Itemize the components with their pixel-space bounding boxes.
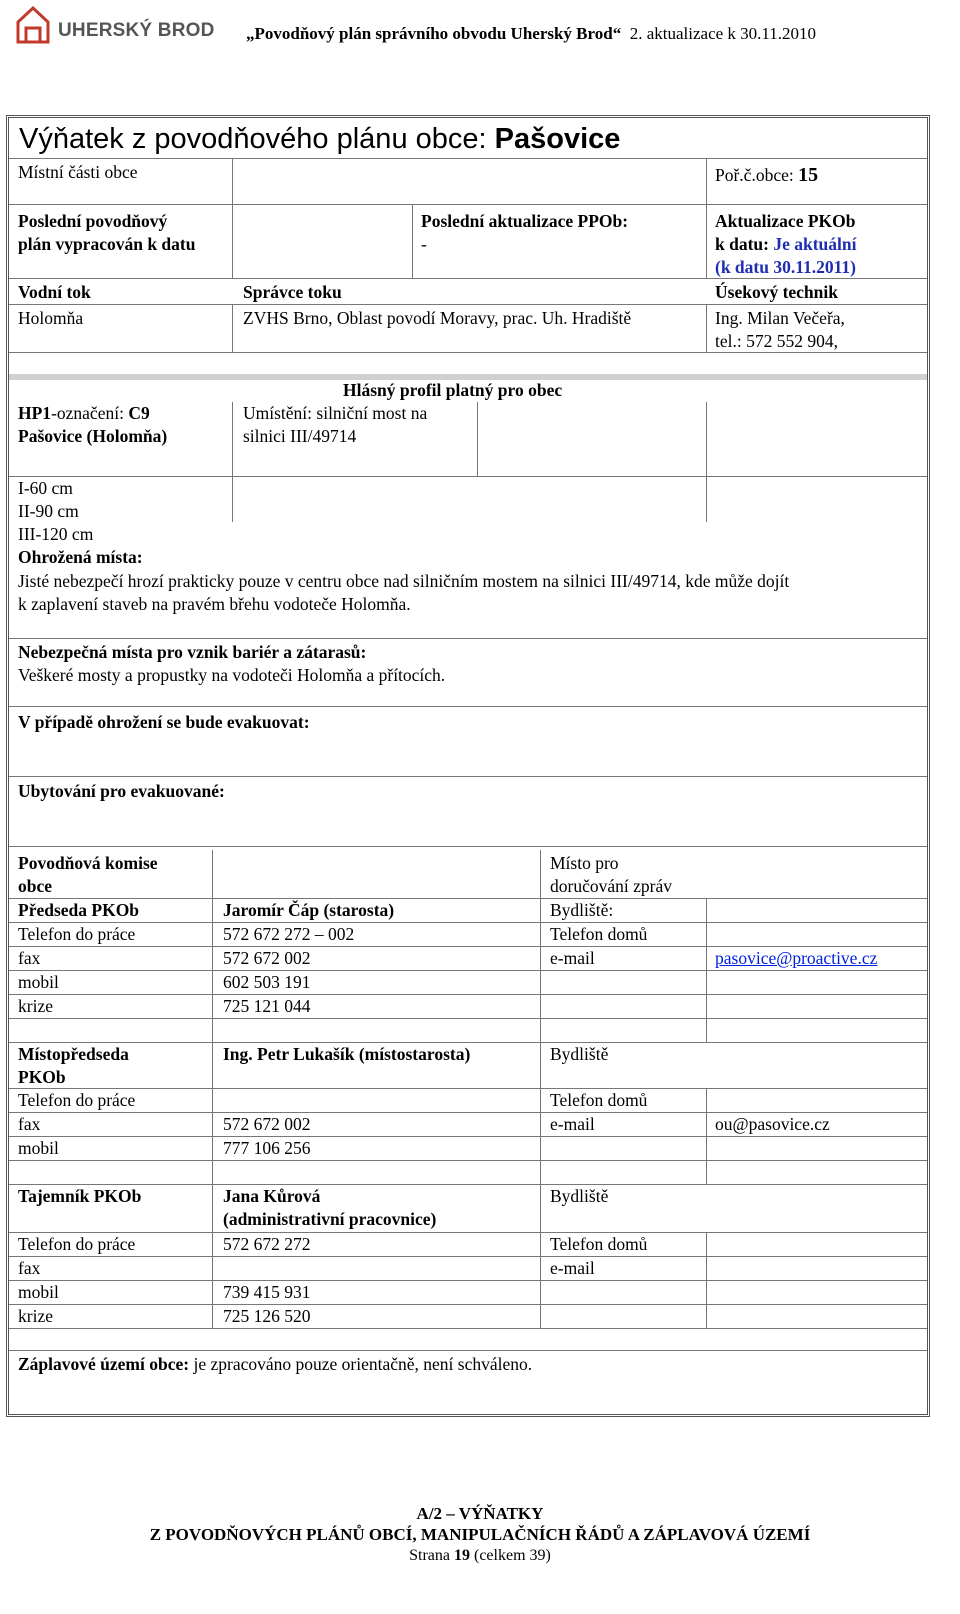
predseda-krize: 725 121 044 bbox=[223, 996, 311, 1016]
predseda-name: Jaromír Čáp (starosta) bbox=[223, 900, 395, 920]
document-title: „Povodňový plán správního obvodu Uherský Brod“ 2. aktualizace k 30.11.2010 bbox=[246, 24, 817, 43]
spa-levels: I-60 cm II-90 cm III-120 cm bbox=[18, 478, 94, 544]
mistopredseda-email: ou@pasovice.cz bbox=[715, 1114, 830, 1134]
tajemnik-label: Tajemník PKOb bbox=[18, 1186, 142, 1206]
mistopredseda-mobil-label: mobil bbox=[18, 1138, 59, 1158]
predseda-tel-domu-label: Telefon domů bbox=[550, 924, 648, 944]
tajemnik-tel-prace: 572 672 272 bbox=[223, 1234, 311, 1254]
mistopredseda-fax: 572 672 002 bbox=[223, 1114, 311, 1134]
usekovy-technik-value: Ing. Milan Večeřa, tel.: 572 552 904, bbox=[715, 308, 845, 351]
tajemnik-mobil: 739 415 931 bbox=[223, 1282, 311, 1302]
extract-form bbox=[6, 115, 930, 1417]
mistopredseda-mobil: 777 106 256 bbox=[223, 1138, 311, 1158]
tajemnik-fax-label: fax bbox=[18, 1258, 41, 1278]
page-number: Strana 19 (celkem 39) bbox=[409, 1547, 551, 1564]
mistopredseda-email-label: e-mail bbox=[550, 1114, 595, 1134]
nebezpecna-mista-label: Nebezpečná místa pro vznik bariér a zátarasů: bbox=[18, 642, 367, 662]
tajemnik-tel-prace-label: Telefon do práce bbox=[18, 1234, 136, 1254]
spravce-toku-header: Správce toku bbox=[243, 282, 342, 302]
predseda-fax: 572 672 002 bbox=[223, 948, 311, 968]
ohrozena-mista-text: Jisté nebezpečí hrozí prakticky pouze v centru obce nad silničním mostem na silnici III/49714, kde může dojít k zaplavení staveb na pravém břehu vodoteče Holomňa. bbox=[18, 571, 790, 614]
mistopredseda-tel-domu-label: Telefon domů bbox=[550, 1090, 648, 1110]
last-plan-label: Poslední povodňový plán vypracován k datu bbox=[18, 211, 196, 254]
mistopredseda-fax-label: fax bbox=[18, 1114, 41, 1134]
hp-umisteni: Umístění: silniční most na silnici III/49714 bbox=[243, 403, 428, 446]
page-title: Výňatek z povodňového plánu obce: Pašovice bbox=[19, 123, 621, 155]
nebezpecna-mista-text: Veškeré mosty a propustky na vodoteči Holomňa a přítocích. bbox=[18, 665, 446, 685]
tajemnik-krize: 725 126 520 bbox=[223, 1306, 311, 1326]
tajemnik-mobil-label: mobil bbox=[18, 1282, 59, 1302]
usekovy-technik-header: Úsekový technik bbox=[715, 282, 838, 302]
last-update-value: - bbox=[421, 234, 427, 254]
predseda-bydliste-label: Bydliště: bbox=[550, 900, 614, 920]
town-crest-icon bbox=[14, 4, 52, 44]
mistni-casti-label: Místní části obce bbox=[18, 162, 138, 182]
predseda-mobil-label: mobil bbox=[18, 972, 59, 992]
predseda-tel-prace: 572 672 272 – 002 bbox=[223, 924, 355, 944]
tajemnik-bydliste-label: Bydliště bbox=[550, 1186, 609, 1206]
mistopredseda-bydliste-label: Bydliště bbox=[550, 1044, 609, 1064]
komise-label: Povodňová komise obce bbox=[18, 853, 158, 896]
vodni-tok-value: Holomňa bbox=[18, 308, 84, 328]
hp-designation: HP1-označení: C9 Pašovice (Holomňa) bbox=[18, 403, 168, 446]
tajemnik-name: Jana Kůrová (administrativní pracovnice) bbox=[223, 1186, 437, 1229]
logo-text: UHERSKÝ BROD bbox=[58, 20, 215, 41]
predseda-mobil: 602 503 191 bbox=[223, 972, 311, 992]
predseda-tel-prace-label: Telefon do práce bbox=[18, 924, 136, 944]
evakuace-label: V případě ohrožení se bude evakuovat: bbox=[18, 712, 310, 732]
town-logo bbox=[14, 4, 215, 44]
mistopredseda-tel-prace-label: Telefon do práce bbox=[18, 1090, 136, 1110]
footer-section: A/2 – VÝŇATKY bbox=[416, 1504, 544, 1523]
tajemnik-krize-label: krize bbox=[18, 1306, 53, 1326]
page-header bbox=[0, 0, 960, 70]
hlasny-profil-heading: Hlásný profil platný pro obec bbox=[343, 380, 563, 400]
mistopredseda-name: Ing. Petr Lukašík (místostarosta) bbox=[223, 1044, 471, 1064]
pkob-update: Aktualizace PKOb k datu: Je aktuální (k datu 30.11.2011) bbox=[715, 211, 857, 277]
predseda-fax-label: fax bbox=[18, 948, 41, 968]
predseda-krize-label: krize bbox=[18, 996, 53, 1016]
ubytovani-label: Ubytování pro evakuované: bbox=[18, 781, 225, 801]
footer-subtitle: Z POVODŇOVÝCH PLÁNŮ OBCÍ, MANIPULAČNÍCH ŘÁDŮ A ZÁPLAVOVÁ ÚZEMÍ bbox=[149, 1525, 811, 1544]
tajemnik-tel-domu-label: Telefon domů bbox=[550, 1234, 648, 1254]
mistopredseda-label: Místopředseda PKOb bbox=[18, 1044, 129, 1087]
vodni-tok-header: Vodní tok bbox=[18, 282, 91, 302]
predseda-label: Předseda PKOb bbox=[18, 900, 140, 920]
predseda-email-label: e-mail bbox=[550, 948, 595, 968]
footer bbox=[0, 1504, 960, 1566]
misto-dorucovani-label: Místo pro doručování zpráv bbox=[550, 853, 672, 896]
predseda-email-link[interactable]: pasovice@proactive.cz bbox=[715, 948, 878, 968]
spravce-toku-value: ZVHS Brno, Oblast povodí Moravy, prac. Uh. Hradiště bbox=[243, 308, 632, 328]
last-update-label: Poslední aktualizace PPOb: bbox=[421, 211, 629, 231]
poradove-cislo: Poř.č.obce: 15 bbox=[715, 164, 819, 186]
zaplavove-uzemi: Záplavové území obce: je zpracováno pouze orientačně, není schváleno. bbox=[18, 1354, 533, 1374]
ohrozena-mista-label: Ohrožená místa: bbox=[18, 547, 143, 567]
tajemnik-email-label: e-mail bbox=[550, 1258, 595, 1278]
